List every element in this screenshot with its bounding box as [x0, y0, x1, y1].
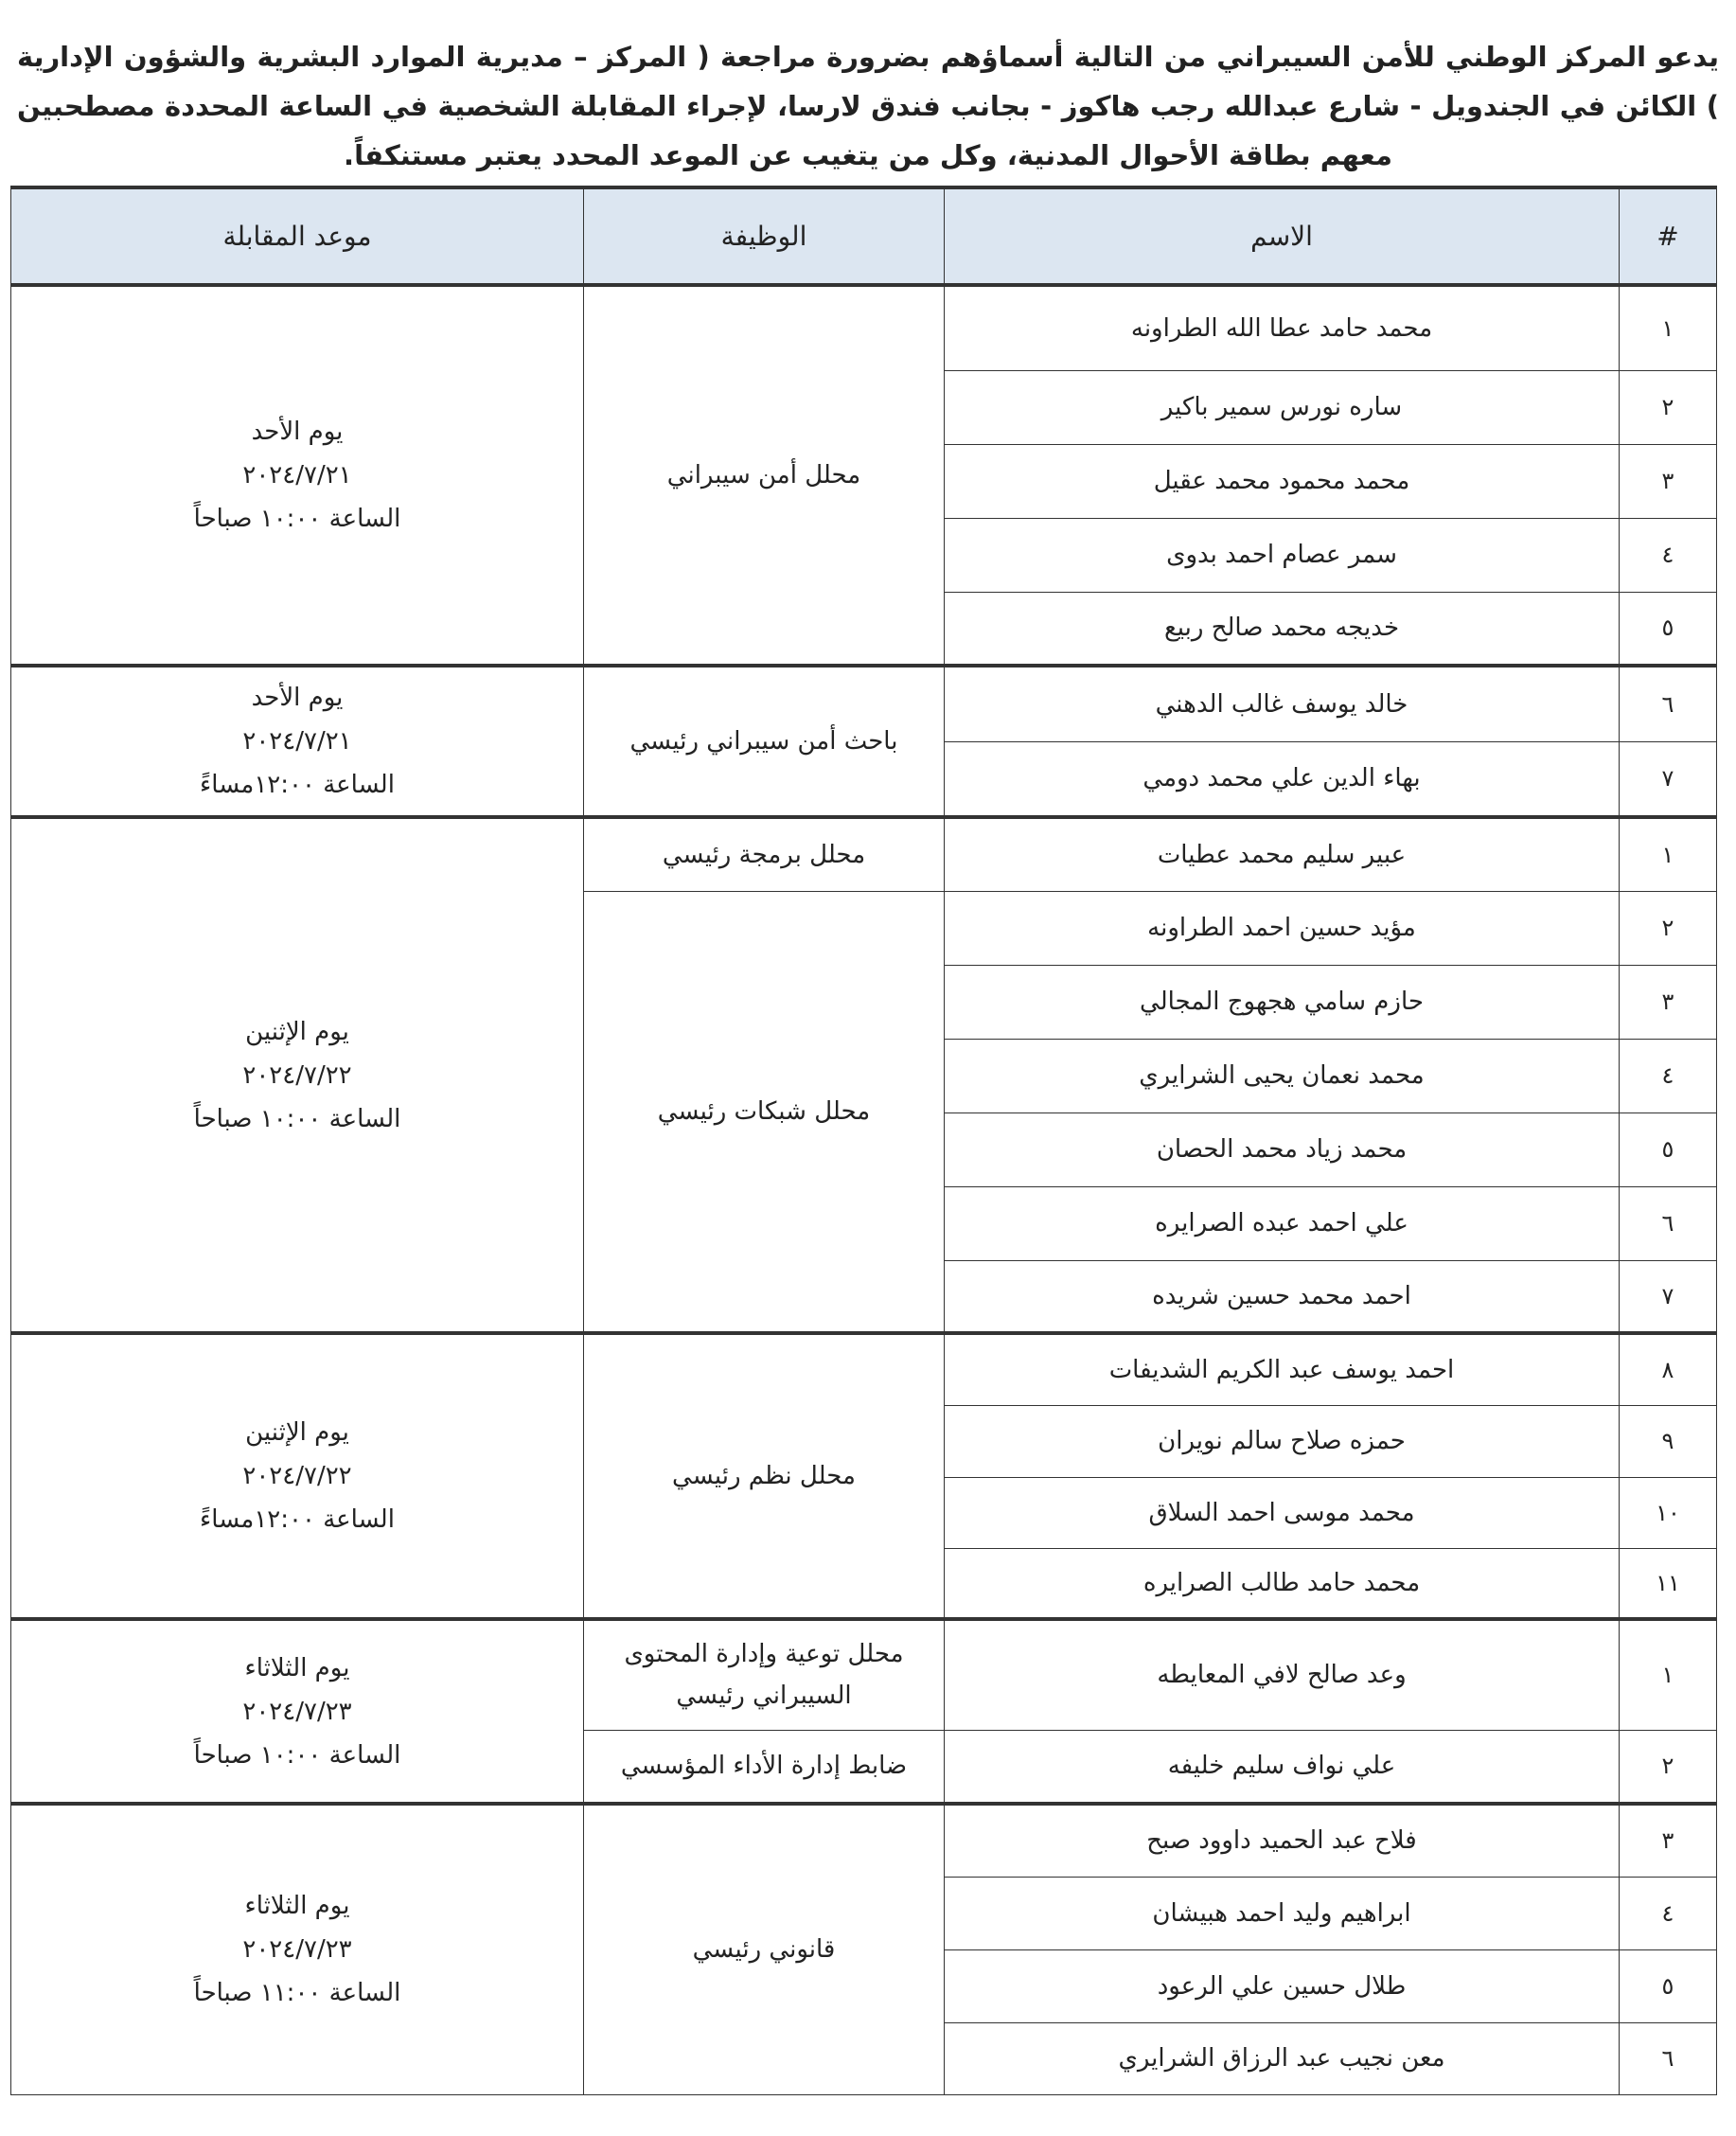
row-number: ٧: [1620, 1260, 1717, 1333]
row-number: ٣: [1620, 965, 1717, 1039]
candidate-name: حازم سامي هجهوج المجالي: [945, 965, 1620, 1039]
job-title: محلل أمن سيبراني: [584, 285, 945, 666]
row-number: ٥: [1620, 1949, 1717, 2022]
row-number: ٤: [1620, 1039, 1717, 1112]
row-number: ٣: [1620, 444, 1717, 518]
interview-date: ٢٠٢٤/٧/٢٢: [242, 1462, 352, 1490]
candidate-name: ساره نورس سمير باكير: [945, 370, 1620, 444]
job-title: ضابط إدارة الأداء المؤسسي: [584, 1730, 945, 1804]
candidate-name: محمد حامد عطا الله الطراونه: [945, 285, 1620, 370]
row-number: ٧: [1620, 741, 1717, 817]
announcement-text: [0, 0, 1736, 180]
interview-day: يوم الأحد: [251, 684, 344, 712]
job-title: محلل توعية وإدارة المحتوى السيبراني رئيسي: [584, 1619, 945, 1730]
interview-day: يوم الأحد: [251, 418, 344, 446]
interview-day: يوم الإثنين: [245, 1017, 349, 1046]
candidate-name: محمد حامد طالب الصرايره: [945, 1548, 1620, 1619]
row-number: ٣: [1620, 1804, 1717, 1877]
table-body: [11, 285, 1717, 2094]
candidate-name: مؤيد حسين احمد الطراونه: [945, 891, 1620, 965]
interview-date: ٢٠٢٤/٧/٢١: [242, 727, 352, 756]
candidate-name: احمد محمد حسين شريده: [945, 1260, 1620, 1333]
interview-hour: الساعة ١٢:٠٠مساءً: [200, 1505, 395, 1534]
table-row: [11, 666, 1717, 741]
interview-hour: الساعة ١٠:٠٠ صباحاً: [193, 1104, 401, 1133]
announcement-line: يدعو المركز الوطني للأمن السيبراني من التالية أسماؤهم بضرورة مراجعة ( المركز – مديرية الموارد البشرية والشؤون الإدارية: [17, 41, 1719, 73]
job-title: محلل نظم رئيسي: [584, 1333, 945, 1619]
header-interview-time: موعد المقابلة: [11, 187, 584, 285]
row-number: ٤: [1620, 1877, 1717, 1949]
candidate-name: فلاح عبد الحميد داوود صبح: [945, 1804, 1620, 1877]
row-number: ١١: [1620, 1548, 1717, 1619]
row-number: ٥: [1620, 592, 1717, 666]
row-number: ٦: [1620, 2022, 1717, 2094]
job-title: باحث أمن سيبراني رئيسي: [584, 666, 945, 817]
row-number: ٦: [1620, 1186, 1717, 1260]
interview-day: يوم الثلاثاء: [244, 1892, 350, 1921]
candidate-name: محمد نعمان يحيى الشرايري: [945, 1039, 1620, 1112]
interview-schedule-table: [10, 186, 1717, 2095]
interview-time-cell: [11, 817, 584, 1333]
interview-date: ٢٠٢٤/٧/٢١: [242, 461, 352, 490]
row-number: ٢: [1620, 1730, 1717, 1804]
interview-time-cell: [11, 666, 584, 817]
table-row: [11, 1619, 1717, 1730]
table-row: [11, 285, 1717, 370]
interview-hour: الساعة ١١:٠٠ صباحاً: [193, 1979, 401, 2008]
table-row: [11, 1804, 1717, 1877]
candidate-name: علي نواف سليم خليفه: [945, 1730, 1620, 1804]
interview-time-cell: [11, 1804, 584, 2094]
candidate-name: سمر عصام احمد بدوى: [945, 518, 1620, 592]
header-job: الوظيفة: [584, 187, 945, 285]
interview-date: ٢٠٢٤/٧/٢٣: [242, 1935, 352, 1965]
table-header-row: [11, 187, 1717, 285]
interview-date: ٢٠٢٤/٧/٢٢: [242, 1060, 352, 1090]
header-name: الاسم: [945, 187, 1620, 285]
interview-day: يوم الإثنين: [245, 1418, 349, 1447]
candidate-name: احمد يوسف عبد الكريم الشديفات: [945, 1333, 1620, 1405]
interview-hour: الساعة ١٢:٠٠مساءً: [200, 771, 395, 799]
candidate-name: محمد محمود محمد عقيل: [945, 444, 1620, 518]
row-number: ٨: [1620, 1333, 1717, 1405]
candidate-name: وعد صالح لافي المعايطه: [945, 1619, 1620, 1730]
row-number: ٦: [1620, 666, 1717, 741]
row-number: ١: [1620, 1619, 1717, 1730]
candidate-name: عبير سليم محمد عطيات: [945, 817, 1620, 891]
row-number: ٥: [1620, 1112, 1717, 1186]
row-number: ٢: [1620, 370, 1717, 444]
candidate-name: خديجه محمد صالح ربيع: [945, 592, 1620, 666]
job-title: محلل برمجة رئيسي: [584, 817, 945, 891]
interview-date: ٢٠٢٤/٧/٢٣: [242, 1697, 352, 1726]
interview-time-cell: [11, 1619, 584, 1804]
table-row: [11, 1333, 1717, 1405]
interview-time-cell: [11, 285, 584, 666]
candidate-name: خالد يوسف غالب الدهني: [945, 666, 1620, 741]
interview-hour: الساعة ١٠:٠٠ صباحاً: [193, 1740, 401, 1770]
row-number: ٤: [1620, 518, 1717, 592]
candidate-name: طلال حسين علي الرعود: [945, 1949, 1620, 2022]
candidate-name: محمد زياد محمد الحصان: [945, 1112, 1620, 1186]
interview-hour: الساعة ١٠:٠٠ صباحاً: [193, 505, 401, 533]
candidate-name: معن نجيب عبد الرزاق الشرايري: [945, 2022, 1620, 2094]
row-number: ٢: [1620, 891, 1717, 965]
row-number: ١: [1620, 285, 1717, 370]
interview-time-cell: [11, 1333, 584, 1619]
interview-day: يوم الثلاثاء: [244, 1653, 350, 1682]
candidate-name: بهاء الدين علي محمد دومي: [945, 741, 1620, 817]
candidate-name: حمزه صلاح سالم نويران: [945, 1405, 1620, 1477]
table-row: [11, 817, 1717, 891]
announcement-line: ) الكائن في الجندويل - شارع عبدالله رجب هاكوز - بجانب فندق لارسا، لإجراء المقابلة الشخصية في الساعة المحددة مصطحبين: [17, 90, 1719, 122]
row-number: ١٠: [1620, 1477, 1717, 1548]
job-title: قانوني رئيسي: [584, 1804, 945, 2094]
announcement-line: معهم بطاقة الأحوال المدنية، وكل من يتغيب عن الموعد المحدد يعتبر مستنكفاً.: [344, 139, 1392, 171]
row-number: ٩: [1620, 1405, 1717, 1477]
candidate-name: علي احمد عبده الصرايره: [945, 1186, 1620, 1260]
row-number: ١: [1620, 817, 1717, 891]
candidate-name: محمد موسى احمد السلاق: [945, 1477, 1620, 1548]
candidate-name: ابراهيم وليد احمد هبيشان: [945, 1877, 1620, 1949]
job-title: محلل شبكات رئيسي: [584, 891, 945, 1333]
header-number: #: [1620, 187, 1717, 285]
